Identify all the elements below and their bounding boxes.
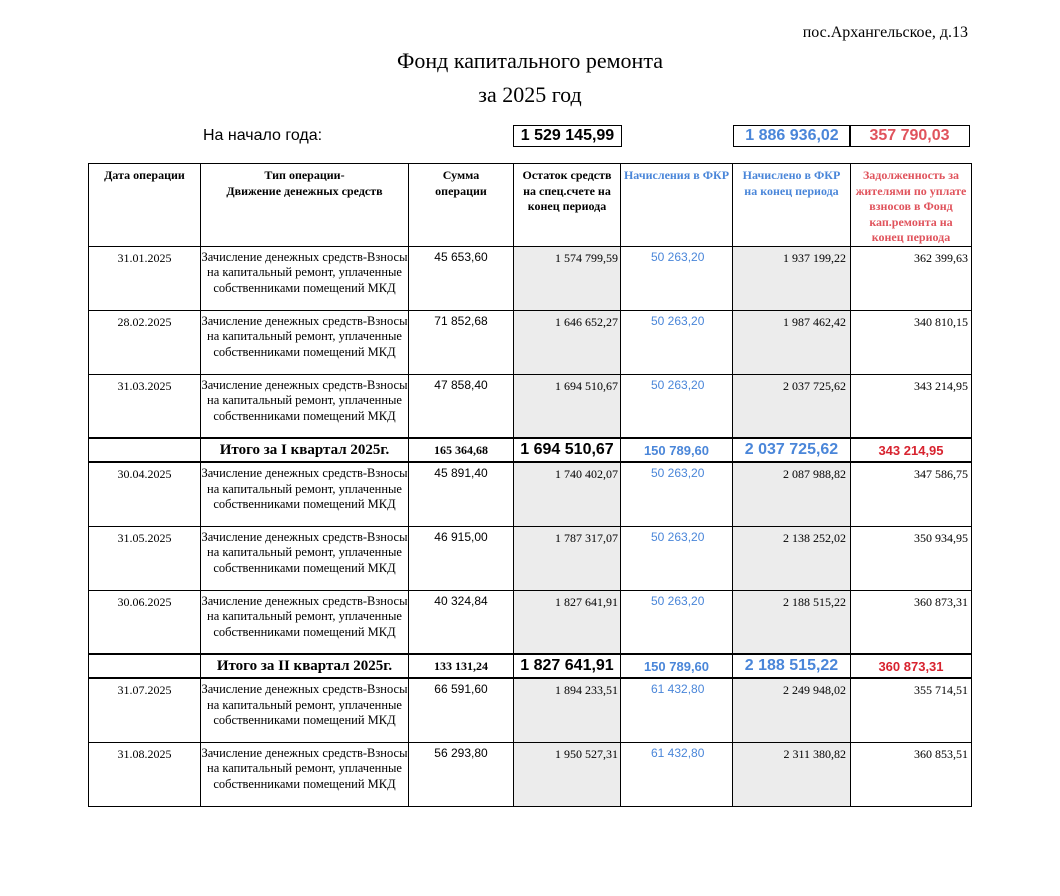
row-date: 30.06.2025 [89, 590, 201, 654]
row-sum: 45 653,60 [409, 246, 514, 310]
row-operation-type: Зачисление денежных средств-Взносы на капитальный ремонт, уплаченные собственниками помещений МКД [201, 246, 409, 310]
total-accrued: 2 037 725,62 [733, 438, 851, 462]
row-balance: 1 787 317,07 [514, 526, 621, 590]
total-fkr: 150 789,60 [621, 438, 733, 462]
row-balance: 1 950 527,31 [514, 742, 621, 806]
row-debt: 360 853,51 [851, 742, 972, 806]
row-sum: 47 858,40 [409, 374, 514, 438]
start-accrued-box: 1 886 936,02 [733, 125, 851, 147]
row-operation-type: Зачисление денежных средств-Взносы на капитальный ремонт, уплаченные собственниками помещений МКД [201, 742, 409, 806]
row-sum: 46 915,00 [409, 526, 514, 590]
col-header-type: Тип операции- Движение денежных средств [201, 164, 409, 247]
table-row [89, 742, 972, 806]
col-header-balance: Остаток средств на спец.счете на конец периода [514, 164, 621, 247]
row-fkr: 50 263,20 [621, 246, 733, 310]
row-accrued: 2 249 948,02 [733, 678, 851, 742]
row-date: 31.03.2025 [89, 374, 201, 438]
table-row [89, 462, 972, 526]
row-accrued: 2 138 252,02 [733, 526, 851, 590]
row-operation-type: Зачисление денежных средств-Взносы на капитальный ремонт, уплаченные собственниками помещений МКД [201, 462, 409, 526]
table-header-row [89, 164, 972, 247]
row-balance: 1 574 799,59 [514, 246, 621, 310]
row-sum: 66 591,60 [409, 678, 514, 742]
row-debt: 355 714,51 [851, 678, 972, 742]
row-debt: 360 873,31 [851, 590, 972, 654]
row-operation-type: Зачисление денежных средств-Взносы на капитальный ремонт, уплаченные собственниками помещений МКД [201, 526, 409, 590]
row-date: 31.08.2025 [89, 742, 201, 806]
row-fkr: 61 432,80 [621, 678, 733, 742]
total-balance: 1 694 510,67 [514, 438, 621, 462]
row-debt: 347 586,75 [851, 462, 972, 526]
row-date: 30.04.2025 [89, 462, 201, 526]
row-sum: 71 852,68 [409, 310, 514, 374]
row-operation-type: Зачисление денежных средств-Взносы на капитальный ремонт, уплаченные собственниками помещений МКД [201, 678, 409, 742]
quarter-total-row [89, 654, 972, 678]
ledger-body [89, 246, 972, 806]
row-accrued: 2 087 988,82 [733, 462, 851, 526]
row-fkr: 50 263,20 [621, 526, 733, 590]
row-accrued: 2 037 725,62 [733, 374, 851, 438]
total-sum: 133 131,24 [409, 654, 514, 678]
row-debt: 340 810,15 [851, 310, 972, 374]
ledger-table [88, 163, 972, 807]
row-fkr: 50 263,20 [621, 462, 733, 526]
start-debt-box: 357 790,03 [849, 125, 970, 147]
document-subtitle-year: за 2025 год [478, 82, 582, 107]
table-row [89, 590, 972, 654]
col-header-sum: Сумма операции [409, 164, 514, 247]
table-row [89, 526, 972, 590]
start-balance-box: 1 529 145,99 [513, 125, 622, 147]
row-debt: 350 934,95 [851, 526, 972, 590]
col-header-accrued: Начислено в ФКР на конец периода [733, 164, 851, 247]
total-empty-cell [89, 654, 201, 678]
row-accrued: 1 937 199,22 [733, 246, 851, 310]
table-row [89, 310, 972, 374]
row-accrued: 2 188 515,22 [733, 590, 851, 654]
table-row [89, 678, 972, 742]
row-fkr: 50 263,20 [621, 374, 733, 438]
total-sum: 165 364,68 [409, 438, 514, 462]
row-balance: 1 827 641,91 [514, 590, 621, 654]
col-header-debt: Задолженность за жителями по уплате взносов в Фонд кап.ремонта на конец периода [851, 164, 972, 247]
row-balance: 1 740 402,07 [514, 462, 621, 526]
row-balance: 1 646 652,27 [514, 310, 621, 374]
document-title: Фонд капитального ремонта [397, 48, 663, 73]
row-debt: 362 399,63 [851, 246, 972, 310]
row-date: 28.02.2025 [89, 310, 201, 374]
col-header-fkr: Начисления в ФКР [621, 164, 733, 247]
row-fkr: 50 263,20 [621, 590, 733, 654]
total-label: Итого за I квартал 2025г. [201, 438, 409, 462]
address-label: пос.Архангельское, д.13 [802, 24, 968, 41]
row-operation-type: Зачисление денежных средств-Взносы на капитальный ремонт, уплаченные собственниками помещений МКД [201, 374, 409, 438]
row-sum: 45 891,40 [409, 462, 514, 526]
row-balance: 1 694 510,67 [514, 374, 621, 438]
total-label: Итого за II квартал 2025г. [201, 654, 409, 678]
row-operation-type: Зачисление денежных средств-Взносы на капитальный ремонт, уплаченные собственниками помещений МКД [201, 310, 409, 374]
row-debt: 343 214,95 [851, 374, 972, 438]
start-of-year-label: На начало года: [203, 127, 323, 144]
table-row [89, 374, 972, 438]
row-sum: 40 324,84 [409, 590, 514, 654]
total-debt: 360 873,31 [851, 654, 972, 678]
col-header-date: Дата операции [89, 164, 201, 247]
row-accrued: 2 311 380,82 [733, 742, 851, 806]
table-row [89, 246, 972, 310]
row-balance: 1 894 233,51 [514, 678, 621, 742]
row-fkr: 61 432,80 [621, 742, 733, 806]
total-balance: 1 827 641,91 [514, 654, 621, 678]
row-sum: 56 293,80 [409, 742, 514, 806]
row-date: 31.05.2025 [89, 526, 201, 590]
total-empty-cell [89, 438, 201, 462]
quarter-total-row [89, 438, 972, 462]
row-accrued: 1 987 462,42 [733, 310, 851, 374]
row-date: 31.01.2025 [89, 246, 201, 310]
row-operation-type: Зачисление денежных средств-Взносы на капитальный ремонт, уплаченные собственниками помещений МКД [201, 590, 409, 654]
row-fkr: 50 263,20 [621, 310, 733, 374]
row-date: 31.07.2025 [89, 678, 201, 742]
total-fkr: 150 789,60 [621, 654, 733, 678]
total-accrued: 2 188 515,22 [733, 654, 851, 678]
total-debt: 343 214,95 [851, 438, 972, 462]
